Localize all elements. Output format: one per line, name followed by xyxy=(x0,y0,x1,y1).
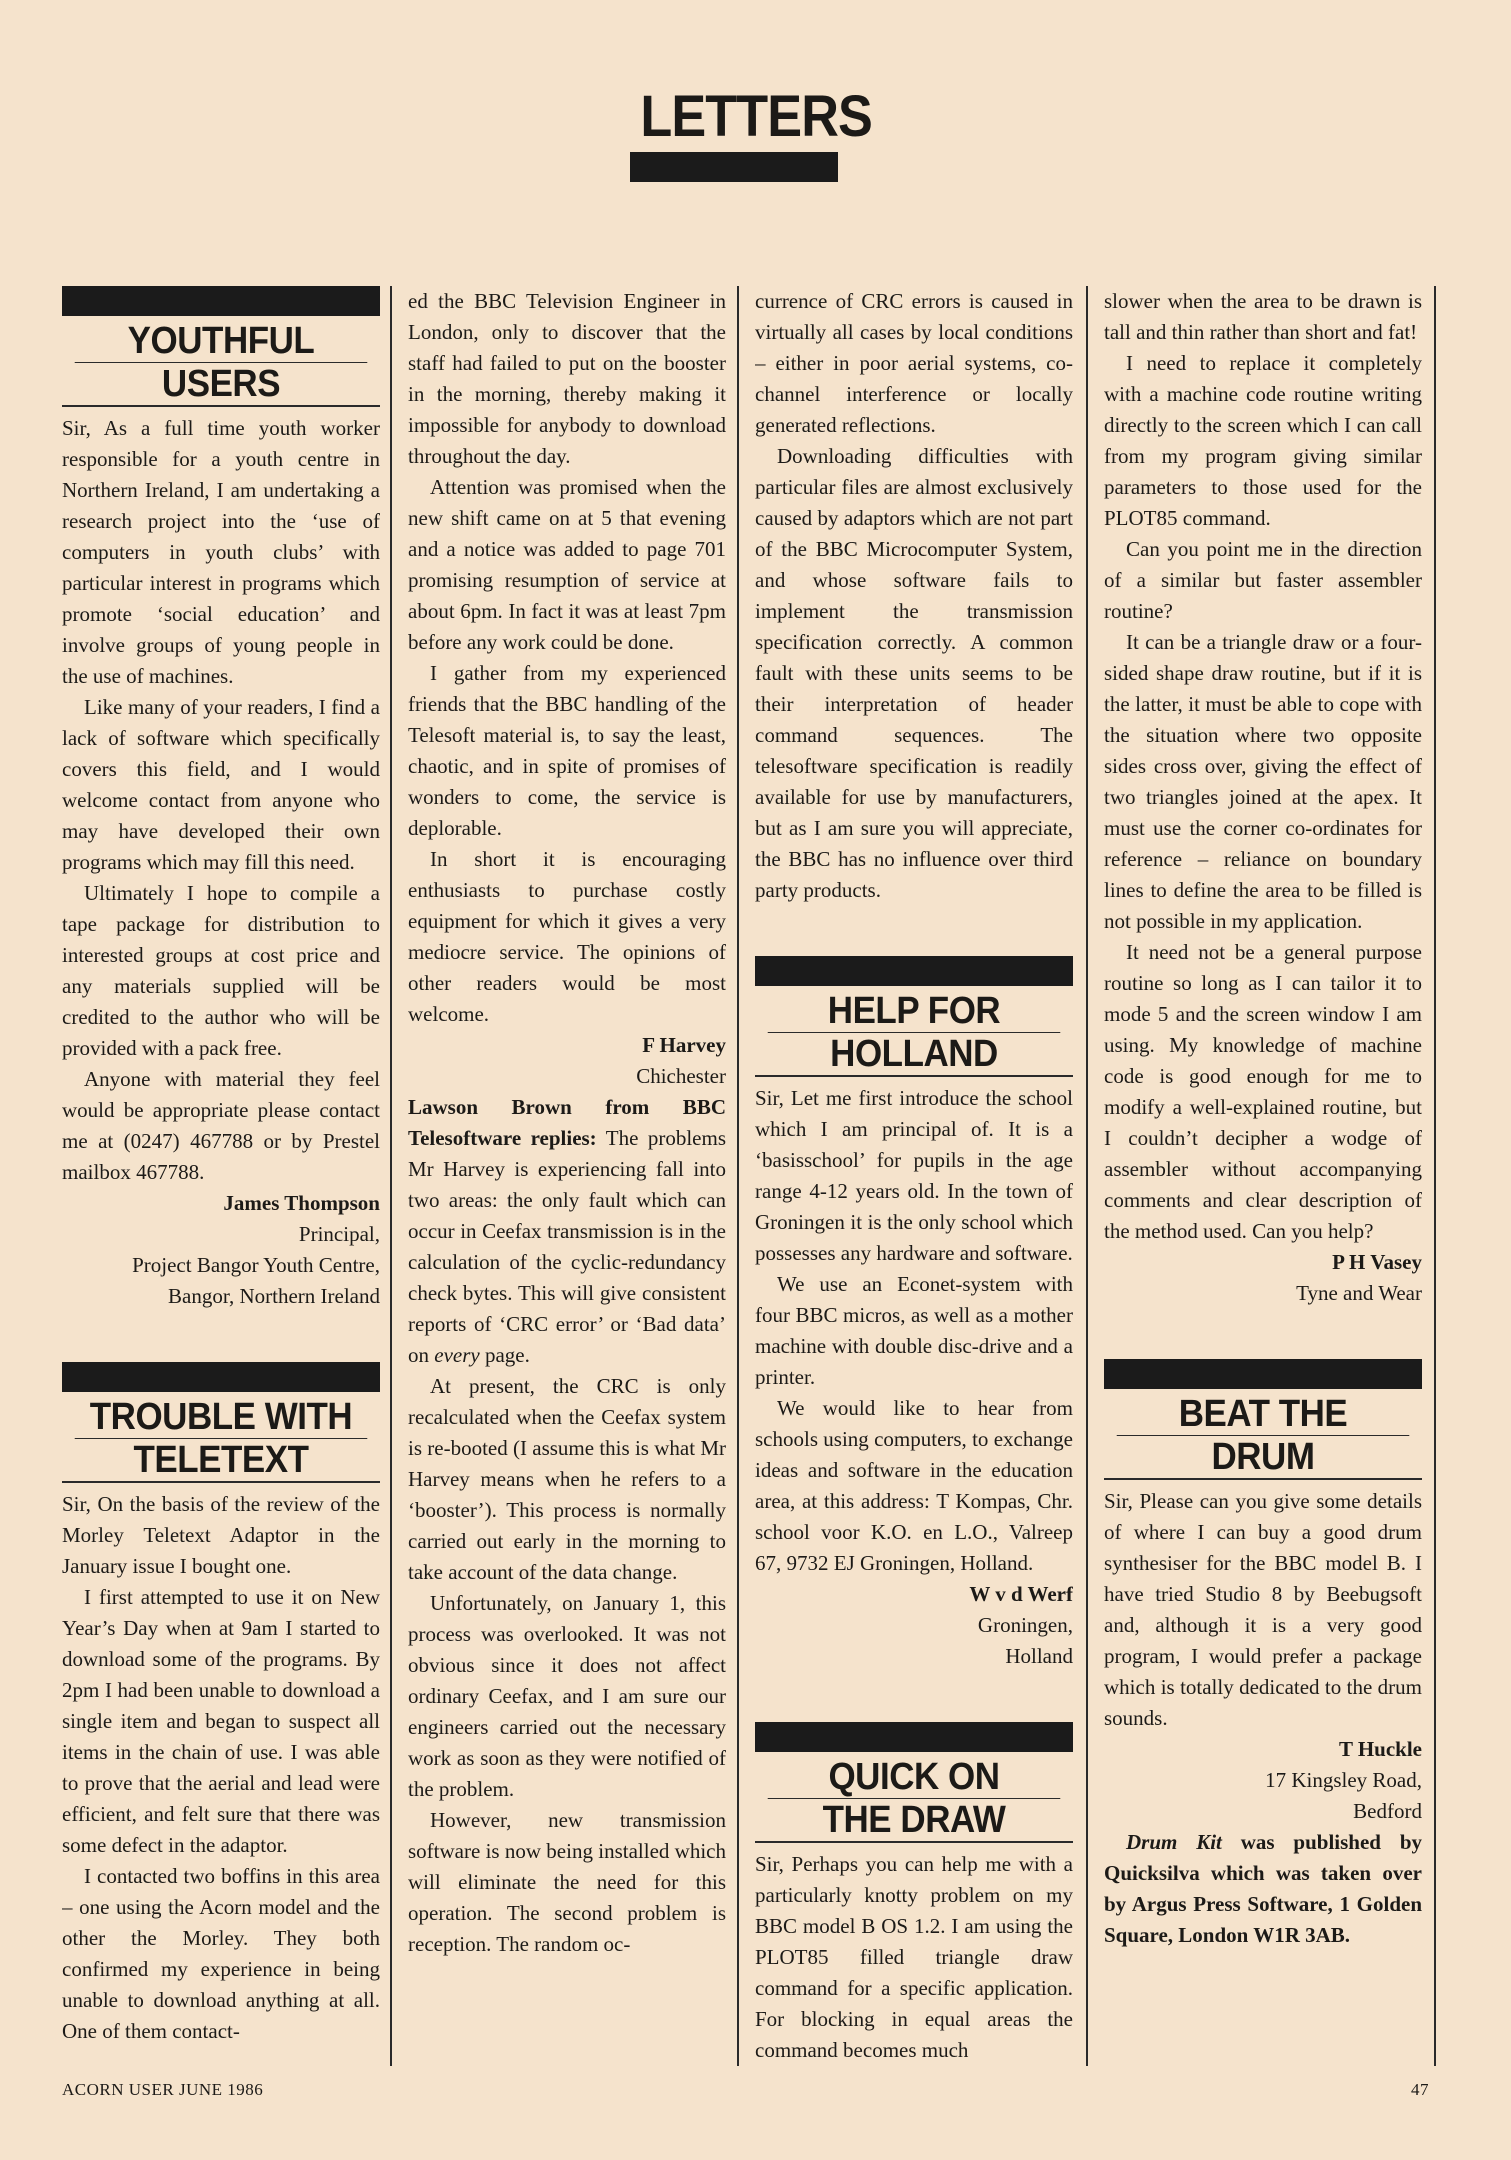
paragraph: We use an Econet-system with four BBC micros, as well as a mother machine with double disc-drive and a printer. xyxy=(755,1272,1073,1389)
heading-line: TROUBLE WITH xyxy=(75,1396,368,1439)
paragraph: I contacted two boffins in this area – one using the Acorn model and the other the Morley. They both confirmed my experience in being unable to download anything at all. One of them contact- xyxy=(62,1864,380,2043)
paragraph: In short it is encouraging enthusiasts to purchase costly equipment for which it gives a very mediocre service. The opinions of other readers would be most welcome. xyxy=(408,847,726,1026)
paragraph: slower when the area to be drawn is tall and thin rather than short and fat! xyxy=(1104,289,1422,344)
emphasis: every xyxy=(434,1343,480,1367)
heading-bar xyxy=(62,1362,380,1392)
signature-name: James Thompson xyxy=(223,1191,380,1215)
editor-reply xyxy=(1104,1827,1422,1951)
paragraph: Can you point me in the direction of a similar but faster assembler routine? xyxy=(1104,537,1422,623)
column-4 xyxy=(1104,286,1422,2066)
signature-line: Project Bangor Youth Centre, xyxy=(132,1253,380,1277)
signature-line: Principal, xyxy=(298,1222,380,1246)
emphasis: Drum Kit xyxy=(1126,1830,1222,1854)
column-rule xyxy=(1434,286,1436,2066)
column-rule xyxy=(1086,286,1088,2066)
heading-line: BEAT THE xyxy=(1117,1393,1410,1436)
paragraph: Sir, Let me first introduce the school which I am principal of. It is a ‘basisschool’ for pupils in the age range 4-12 years old. In the town of Groningen it is the only school which possesses any hardware and software. xyxy=(755,1086,1073,1265)
signature-line: Groningen, xyxy=(977,1613,1073,1637)
signature-line: Holland xyxy=(1005,1644,1073,1668)
signature-name: W v d Werf xyxy=(969,1582,1073,1606)
paragraph: I first attempted to use it on New Year’s Day when at 9am I started to download some of the programs. By 2pm I had been unable to download a single item and began to suspect all items in the chain of use. I was able to prove that the aerial and lead were efficient, and felt sure that there was some defect in the adaptor. xyxy=(62,1585,380,1857)
signature-name: T Huckle xyxy=(1338,1737,1422,1761)
paragraph: Attention was promised when the new shift came on at 5 that evening and a notice was added to page 701 promising resumption of service at about 6pm. In fact it was at least 7pm before any work could be done. xyxy=(408,475,726,654)
heading-line: TELETEXT xyxy=(133,1439,309,1481)
paragraph: Downloading difficulties with particular files are almost exclusively caused by adaptors which are not part of the BBC Microcomputer System, and whose software fails to implement the transmission specification correctly. A common fault with these units seems to be their interpretation of header command sequences. The telesoftware specification is readily available for use by manufacturers, but as I am sure you will appreciate, the BBC has no influence over third party products. xyxy=(755,444,1073,902)
paragraph: It need not be a general purpose routine so long as I can tailor it to mode 5 and the screen window I am using. My knowledge of machine code is good enough for me to modify a well-explained routine, but I couldn’t decipher a wodge of assembler without accompanying comments and clear description of the method used. Can you help? xyxy=(1104,940,1422,1243)
paragraph: ed the BBC Television Engineer in London, only to discover that the staff had failed to put on the booster in the morning, thereby making it impossible for anybody to download throughout the day. xyxy=(408,289,726,468)
paragraph: currence of CRC errors is caused in virtually all cases by local conditions – either in poor aerial systems, co-channel interference or locally generated reflections. xyxy=(755,289,1073,437)
column-1 xyxy=(62,286,380,2066)
paragraph: It can be a triangle draw or a four-sided shape draw routine, but if it is the latter, it must be able to cope with the situation where two opposite sides cross over, giving the effect of two triangles joined at the apex. It must use the corner co-ordinates for reference – reliance on boundary lines to define the area to be filled is not possible in my application. xyxy=(1104,630,1422,933)
heading-text xyxy=(755,1752,1073,1843)
heading-help-for-holland xyxy=(755,956,1073,1077)
reply-text: was published by Quicksilva which was taken over by Argus Press Software, 1 Golden Square, London W1R 3AB. xyxy=(1104,1830,1422,1947)
heading-bar xyxy=(1104,1359,1422,1389)
paragraph: We would like to hear from schools using computers, to exchange ideas and software in the education area, at this address: T Kompas, Chr. school voor K.O. en L.O., Valreep 67, 9732 EJ Groningen, Holland. xyxy=(755,1396,1073,1575)
signature-name: F Harvey xyxy=(642,1033,726,1057)
heading-line: QUICK ON xyxy=(768,1756,1061,1799)
paragraph: Sir, Perhaps you can help me with a particularly knotty problem on my BBC model B OS 1.2. I am using the PLOT85 filled triangle draw command for a specific application. For blocking in equal areas the command becomes much xyxy=(755,1852,1073,2062)
heading-text xyxy=(755,986,1073,1077)
column-rule xyxy=(737,286,739,2066)
footer-publication: ACORN USER JUNE 1986 xyxy=(62,2080,264,2099)
reply-lead: Lawson Brown from BBC Telesoftware replies: xyxy=(408,1095,726,1150)
heading-line: THE DRAW xyxy=(822,1799,1006,1841)
reply-text: page. xyxy=(484,1343,530,1367)
heading-line: DRUM xyxy=(1211,1436,1315,1478)
paragraph: Sir, As a full time youth worker responsible for a youth centre in Northern Ireland, I am undertaking a research project into the ‘use of computers in youth clubs’ with particular interest in programs which promote ‘social education’ and involve groups of young people in the use of machines. xyxy=(62,416,380,688)
paragraph: Anyone with material they feel would be appropriate please contact me at (0247) 467788 or by Prestel mailbox 467788. xyxy=(62,1067,380,1184)
signature-line: 17 Kingsley Road, xyxy=(1265,1768,1422,1792)
column-2 xyxy=(408,286,726,2066)
heading-line: YOUTHFUL xyxy=(75,320,368,363)
paragraph: Sir, On the basis of the review of the Morley Teletext Adaptor in the January issue I bought one. xyxy=(62,1492,380,1578)
paragraph: Unfortunately, on January 1, this process was overlooked. It was not obvious since it does not affect ordinary Ceefax, and I am sure our engineers carried out the necessary work as soon as they were notified of the problem. xyxy=(408,1591,726,1801)
paragraph: Ultimately I hope to compile a tape package for distribution to interested groups at cost price and any materials supplied will be credited to the author who will be provided with a pack free. xyxy=(62,881,380,1060)
paragraph: Sir, Please can you give some details of where I can buy a good drum synthesiser for the BBC model B. I have tried Studio 8 by Beebugsoft and, although it is a very good program, I would prefer a package which is totally dedicated to the drum sounds. xyxy=(1104,1489,1422,1730)
column-rule xyxy=(390,286,392,2066)
heading-line: HELP FOR xyxy=(768,990,1061,1033)
paragraph: However, new transmission software is now being installed which will eliminate the need for this operation. The second problem is reception. The random oc- xyxy=(408,1808,726,1956)
paragraph: At present, the CRC is only recalculated when the Ceefax system is re-booted (I assume this is what Mr Harvey means when he refers to a ‘booster’). This process is normally carried out early in the morning to take account of the data change. xyxy=(408,1374,726,1584)
page-number: 47 xyxy=(1411,2080,1429,2099)
heading-line: HOLLAND xyxy=(830,1033,998,1075)
masthead xyxy=(630,84,872,182)
heading-bar xyxy=(755,1722,1073,1752)
masthead-bar xyxy=(630,152,838,182)
heading-text xyxy=(62,316,380,407)
heading-youthful-users xyxy=(62,286,380,407)
reply-text: The problems Mr Harvey is experiencing fall into two areas: the only fault which can occur in Ceefax transmission is in the calculation of the cyclic-redundancy check bytes. This will give consistent reports of ‘CRC error’ or ‘Bad data’ on xyxy=(408,1126,726,1367)
signature-line: Chichester xyxy=(636,1064,726,1088)
heading-bar xyxy=(755,956,1073,986)
signature-line: Bangor, Northern Ireland xyxy=(168,1284,380,1308)
signature-line: Tyne and Wear xyxy=(1296,1281,1422,1305)
page-title: LETTERS xyxy=(640,84,872,149)
paragraph: Like many of your readers, I find a lack of software which specifically covers this field, and I would welcome contact from anyone who may have developed their own programs which may fill this need. xyxy=(62,695,380,874)
signature-line: Bedford xyxy=(1353,1799,1422,1823)
heading-beat-the-drum xyxy=(1104,1359,1422,1480)
reply-paragraph xyxy=(408,1092,726,1371)
paragraph: I need to replace it completely with a machine code routine writing directly to the screen which I can call from my program giving similar parameters to those used for the PLOT85 command. xyxy=(1104,351,1422,530)
heading-text xyxy=(1104,1389,1422,1480)
signature-name: P H Vasey xyxy=(1332,1250,1422,1274)
column-3 xyxy=(755,286,1073,2066)
heading-line: USERS xyxy=(161,363,281,405)
heading-trouble-with-teletext xyxy=(62,1362,380,1483)
heading-quick-on-the-draw xyxy=(755,1722,1073,1843)
heading-text xyxy=(62,1392,380,1483)
paragraph: I gather from my experienced friends that the BBC handling of the Telesoft material is, to say the least, chaotic, and in spite of promises of wonders to come, the service is deplorable. xyxy=(408,661,726,840)
heading-bar xyxy=(62,286,380,316)
